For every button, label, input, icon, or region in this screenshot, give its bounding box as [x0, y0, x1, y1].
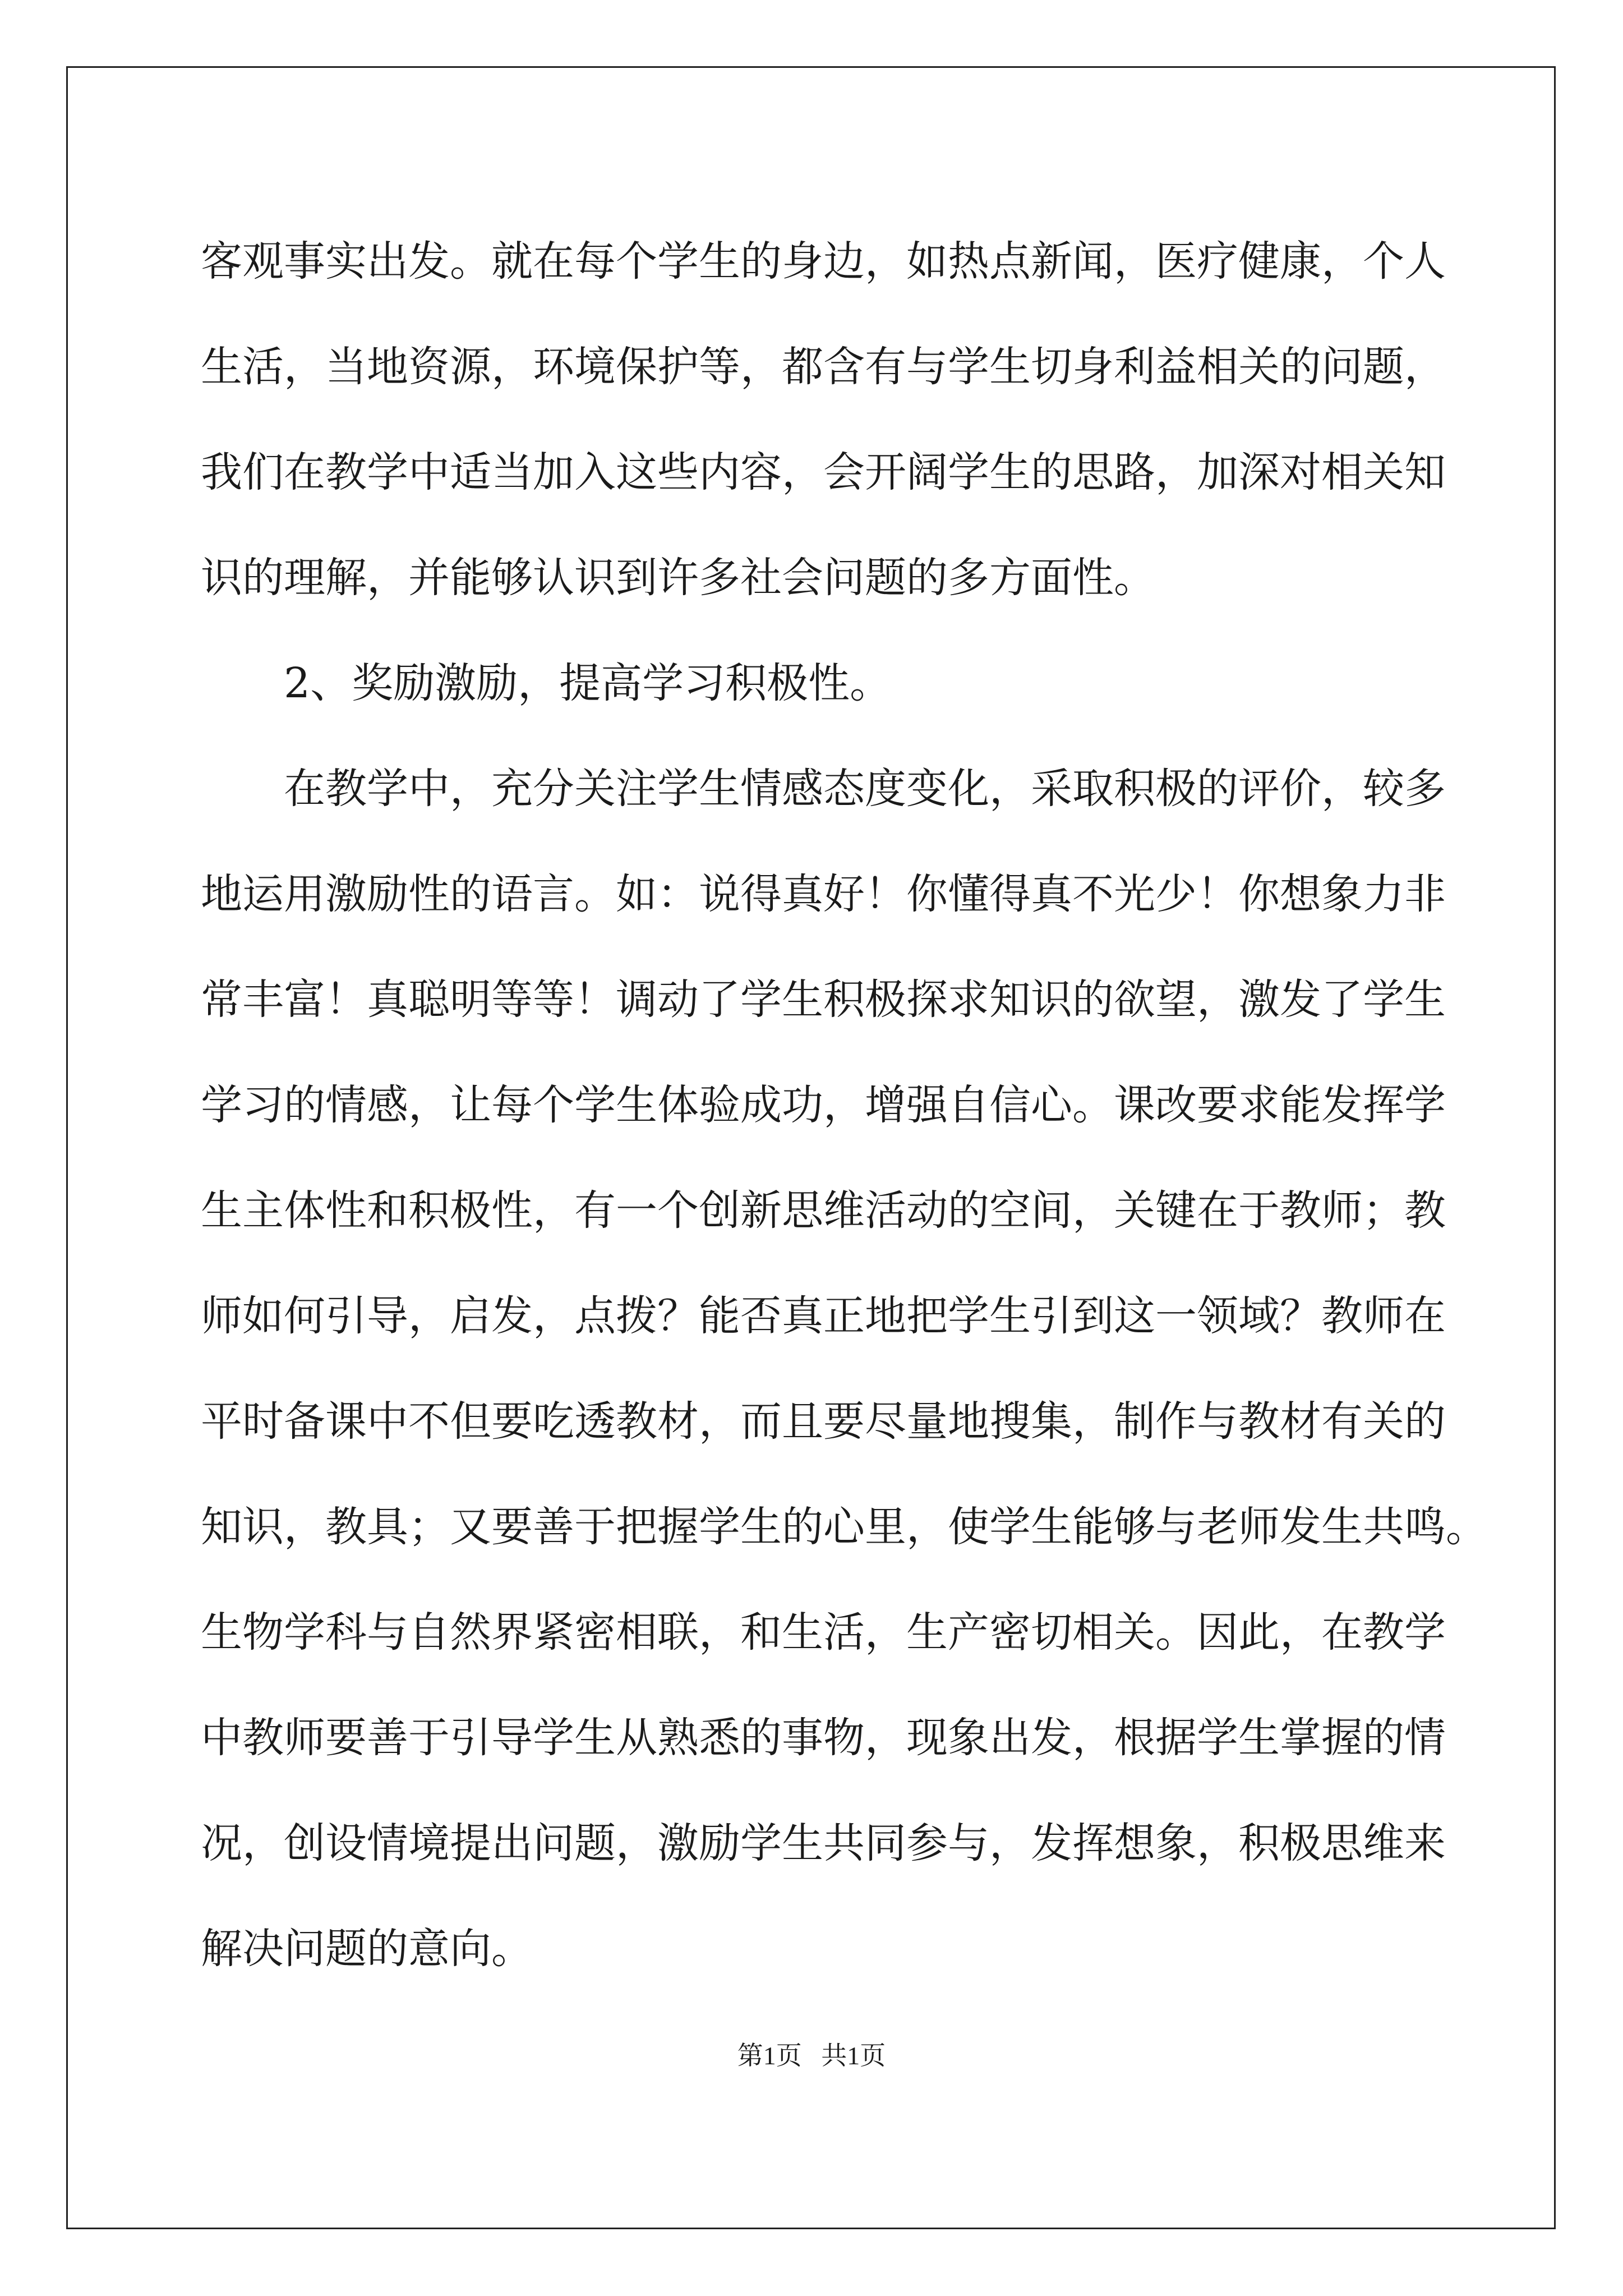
text-line: 生物学科与自然界紧密相联，和生活，生产密切相关。因此，在教学 — [201, 1608, 1446, 1657]
text-line: 常丰富！真聪明等等！调动了学生积极探求知识的欲望，激发了学生 — [201, 976, 1446, 1024]
section-heading: 2、奖励激励，提高学习积极性。 — [284, 659, 892, 707]
text-line: 师如何引导，启发，点拨？能否真正地把学生引到这一领域？教师在 — [201, 1292, 1446, 1340]
text-line: 生主体性和积极性，有一个创新思维活动的空间，关键在于教师；教 — [201, 1186, 1446, 1235]
document-body — [201, 209, 1487, 2001]
text-line: 况，创设情境提出问题，激励学生共同参与，发挥想象，积极思维来 — [201, 1819, 1446, 1867]
text-line: 我们在教学中适当加入这些内容，会开阔学生的思路，加深对相关知 — [201, 448, 1446, 496]
text-line: 生活，当地资源，环境保护等，都含有与学生切身利益相关的问题， — [201, 343, 1446, 391]
text-line: 识的理解，并能够认识到许多社会问题的多方面性。 — [201, 554, 1155, 602]
text-line: 解决问题的意向。 — [201, 1925, 533, 1973]
text-line: 平时备课中不但要吃透教材，而且要尽量地搜集，制作与教材有关的 — [201, 1397, 1446, 1446]
text-line: 地运用激励性的语言。如：说得真好！你懂得真不光少！你想象力非 — [201, 870, 1446, 918]
text-line: 中教师要善于引导学生从熟悉的事物，现象出发，根据学生掌握的情 — [201, 1714, 1446, 1762]
text-line: 在教学中，充分关注学生情感态度变化，采取积极的评价，较多 — [284, 765, 1446, 813]
page-number-footer: 第1页 共1页 — [737, 2041, 886, 2070]
text-line: 学习的情感，让每个学生体验成功，增强自信心。课改要求能发挥学 — [201, 1081, 1446, 1129]
text-line: 客观事实出发。就在每个学生的身边，如热点新闻，医疗健康，个人 — [201, 237, 1446, 286]
text-line: 知识，教具；又要善于把握学生的心里，使学生能够与老师发生共鸣。 — [201, 1503, 1487, 1551]
